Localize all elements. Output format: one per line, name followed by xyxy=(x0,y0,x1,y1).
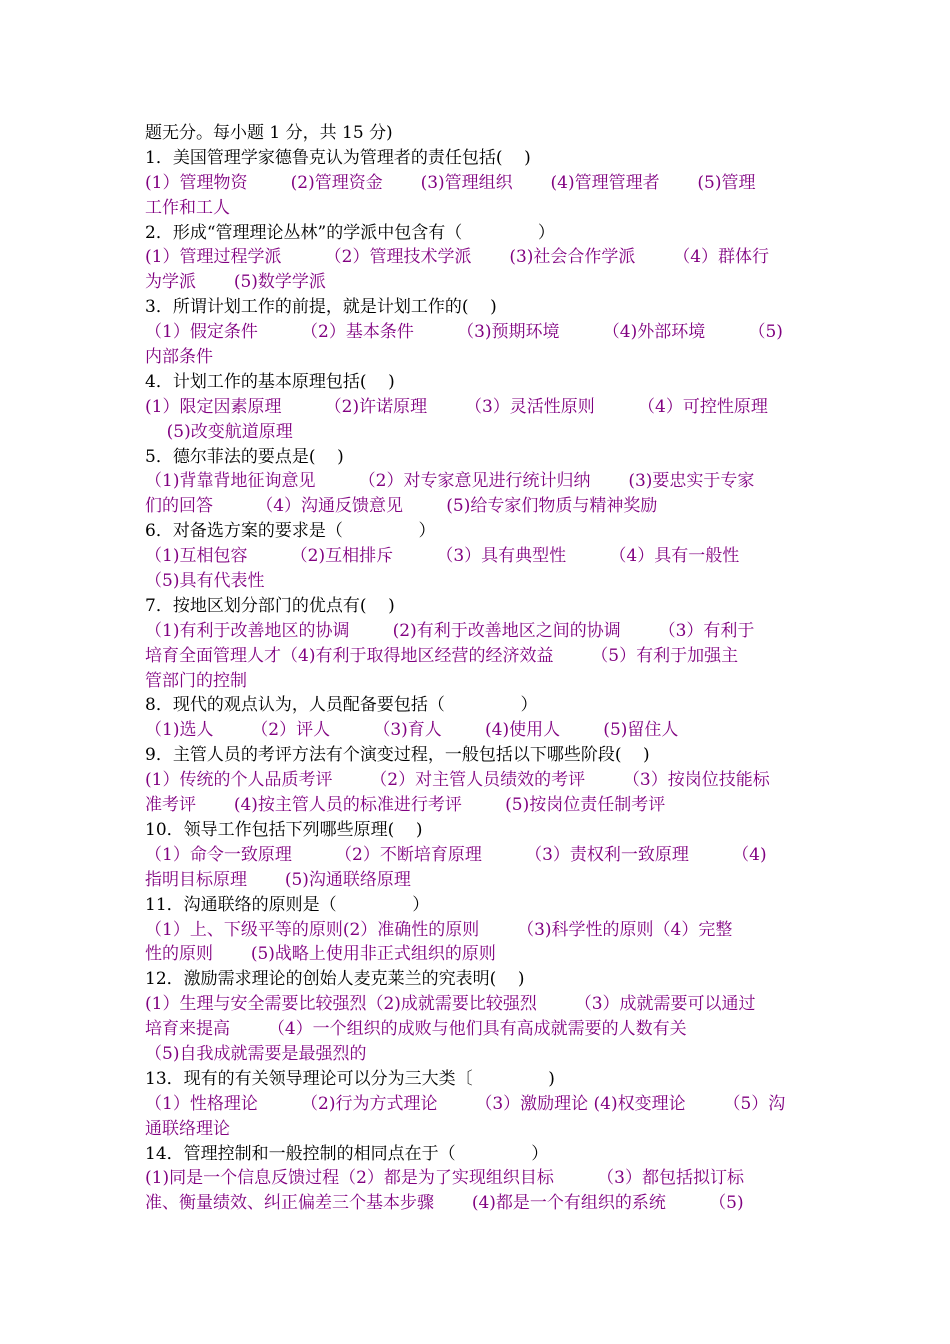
option-line: (1）管理物资 (2)管理资金 (3)管理组织 (4)管理管理者 (5)管理 xyxy=(145,172,756,193)
question-line: 11．沟通联络的原则是（ ） xyxy=(145,894,430,915)
option-line: 为学派 (5)数学学派 xyxy=(145,272,326,293)
question-line: 12．激励需求理论的创始人麦克莱兰的究表明( ) xyxy=(145,969,525,990)
option-line: 内部条件 xyxy=(145,347,213,368)
option-line: （1)背靠背地征询意见 （2）对专家意见进行统计归纳 (3)要忠实于专家 xyxy=(145,471,755,492)
option-line: 准考评 (4)按主管人员的标准进行考评 (5)按岗位责任制考评 xyxy=(145,795,666,816)
question-line: 13．现有的有关领导理论可以分为三大类〔 ) xyxy=(145,1068,555,1089)
option-line: 培育全面管理人才（4)有利于取得地区经营的经济效益 （5）有利于加强主 xyxy=(145,645,739,666)
option-line: 通联络理论 xyxy=(145,1118,230,1139)
option-line: 准、衡量绩效、纠正偏差三个基本步骤 (4)都是一个有组织的系统 （5) xyxy=(145,1193,744,1214)
question-line: 5．德尔菲法的要点是( ) xyxy=(145,446,344,467)
question-line: 3．所谓计划工作的前提，就是计划工作的( ) xyxy=(145,297,497,318)
option-line: 指明目标原理 (5)沟通联络原理 xyxy=(145,869,411,890)
option-line: （1）性格理论 （2)行为方式理论 （3）激励理论 (4)权变理论 （5）沟 xyxy=(145,1093,786,1114)
option-line: 培育来提高 （4）一个组织的成败与他们具有高成就需要的人数有关 xyxy=(145,1019,687,1040)
option-line: （1）命令一致原理 （2）不断培育原理 （3）责权利一致原理 （4) xyxy=(145,844,767,865)
option-line: (1)同是一个信息反馈过程（2）都是为了实现组织目标 （3）都包括拟订标 xyxy=(145,1168,744,1189)
question-line: 1．美国管理学家德鲁克认为管理者的责任包括( ) xyxy=(145,147,531,168)
option-line: （1）上、下级平等的原则(2）准确性的原则 （3)科学性的原则（4）完整 xyxy=(145,919,733,940)
option-line: （1)互相包容 （2)互相排斥 （3）具有典型性 （4）具有一般性 xyxy=(145,546,740,567)
question-line: 6．对备选方案的要求是（ ） xyxy=(145,521,436,542)
question-line: 9．主管人员的考评方法有个演变过程，一般包括以下哪些阶段( ) xyxy=(145,745,650,766)
document-page xyxy=(145,121,810,1216)
option-line: （1)有利于改善地区的协调 (2)有利于改善地区之间的协调 （3）有利于 xyxy=(145,620,755,641)
option-line: (1）传统的个人品质考评 （2）对主管人员绩效的考评 （3）按岗位技能标 xyxy=(145,770,770,791)
option-line: （5)具有代表性 xyxy=(145,571,265,592)
question-line: 14．管理控制和一般控制的相同点在于（ ） xyxy=(145,1143,549,1164)
question-line: 10．领导工作包括下列哪些原理( ) xyxy=(145,819,423,840)
option-line: (1）限定因素原理 （2)许诺原理 （3）灵活性原则 （4）可控性原理 xyxy=(145,396,768,417)
question-line: 8．现代的观点认为，人员配备要包括（ ） xyxy=(145,695,538,716)
option-line: （1）假定条件 （2）基本条件 （3)预期环境 （4)外部环境 （5) xyxy=(145,322,783,343)
option-line: (1）生理与安全需要比较强烈（2)成就需要比较强烈 （3）成就需要可以通过 xyxy=(145,994,756,1015)
option-line: （1)选人 （2）评人 （3)育人 (4)使用人 (5)留住人 xyxy=(145,720,679,741)
option-line: 工作和工人 xyxy=(145,197,230,218)
option-line: （5)自我成就需要是最强烈的 xyxy=(145,1043,367,1064)
question-line: 4．计划工作的基本原理包括( ) xyxy=(145,371,395,392)
question-line: 7．按地区划分部门的优点有( ) xyxy=(145,595,395,616)
option-line: 管部门的控制 xyxy=(145,670,247,691)
question-line: 题无分。每小题 1 分，共 15 分) xyxy=(145,123,393,143)
option-line: 性的原则 (5)战略上使用非正式组织的原则 xyxy=(145,944,496,965)
question-line: 2．形成“管理理论丛林”的学派中包含有（ ） xyxy=(145,222,555,243)
option-line: (5)改变航道原理 xyxy=(145,421,293,442)
option-line: (1）管理过程学派 （2）管理技术学派 (3)社会合作学派 （4）群体行 xyxy=(145,247,770,268)
option-line: 们的回答 （4）沟通反馈意见 (5)给专家们物质与精神奖励 xyxy=(145,496,658,517)
